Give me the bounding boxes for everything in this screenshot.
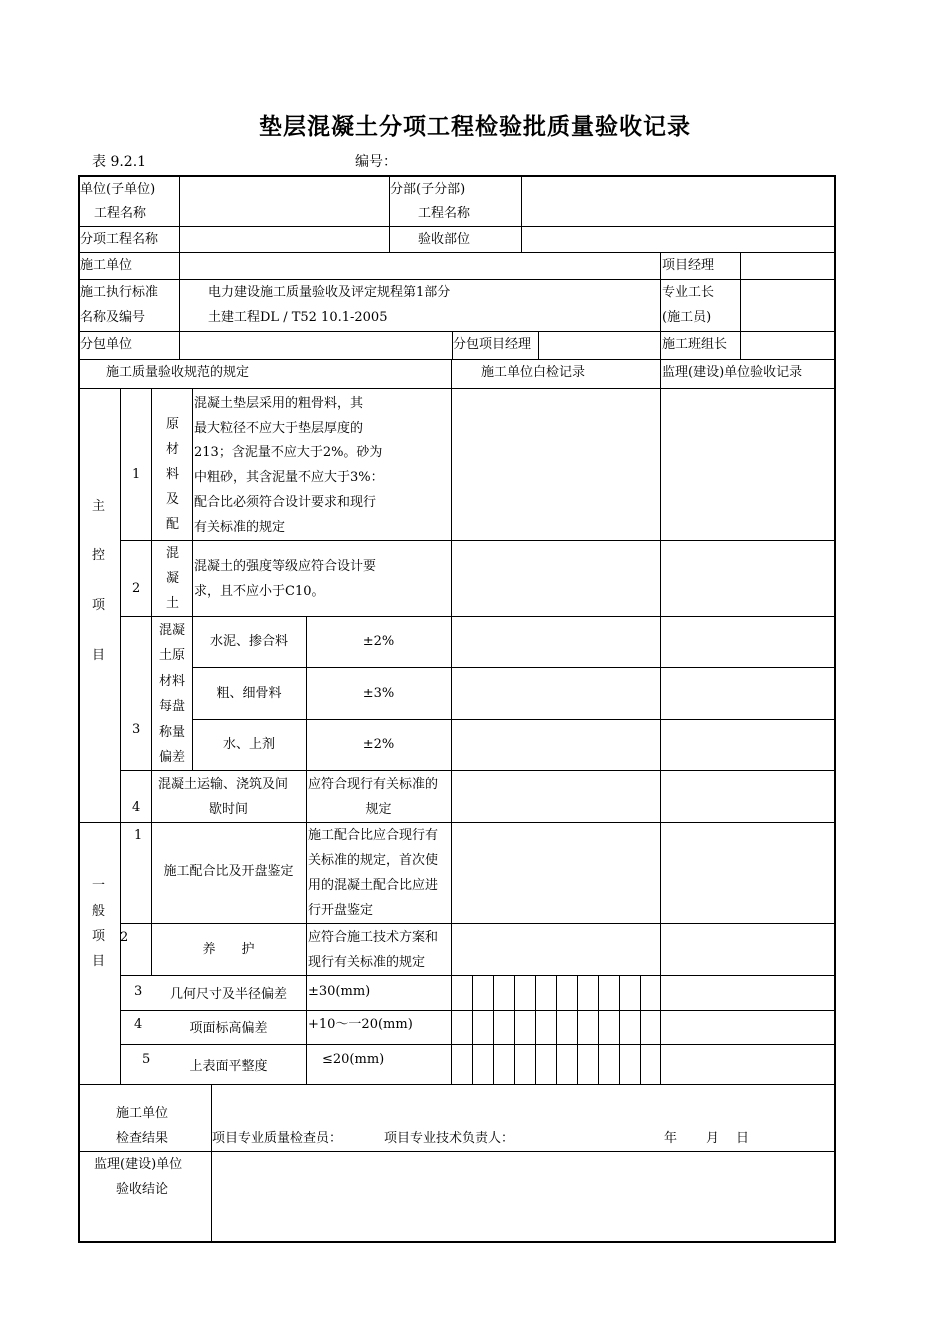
item-number: 3 — [134, 984, 143, 999]
col-line — [179, 252, 180, 331]
standard-value: 电力建设施工质量验收及评定规程第1部分 — [208, 285, 451, 300]
item-name-char: 配 — [166, 517, 180, 532]
subcontractor-label: 分包单位 — [80, 337, 133, 352]
number-label: 编号： — [355, 154, 397, 170]
group-char: 一 — [92, 878, 106, 893]
col-line — [538, 331, 539, 359]
row-line — [120, 616, 834, 617]
row-line — [120, 1010, 834, 1011]
standard-label: 名称及编号 — [80, 310, 146, 325]
row-line — [192, 719, 834, 720]
item-number: 2 — [132, 581, 141, 596]
row-line — [120, 923, 834, 924]
item-description: 混凝土的强度等级应符合设计要 — [194, 559, 377, 574]
item-requirement: 现行有关标准的规定 — [308, 955, 426, 970]
row-line — [80, 252, 834, 253]
supervision-conclusion-label: 验收结论 — [116, 1182, 169, 1197]
item-name-line: 称量 — [159, 725, 186, 740]
item-number: 1 — [132, 467, 141, 482]
item-name-char: 及 — [166, 492, 180, 507]
unit-label: 工程名称 — [94, 206, 147, 221]
row-line — [80, 1151, 834, 1152]
item-requirement: 规定 — [365, 802, 392, 817]
item-name: 养 护 — [202, 942, 255, 957]
col-line — [660, 252, 661, 331]
foreman-label: (施工员) — [662, 310, 712, 325]
inspection-record-table — [78, 175, 836, 1243]
item-name-char: 原 — [166, 417, 180, 432]
item-name-char: 混 — [166, 546, 180, 561]
tolerance-name: 水、上剂 — [222, 737, 275, 752]
col-line — [740, 252, 741, 331]
row-line — [80, 388, 834, 389]
col-line — [179, 177, 180, 226]
row-line — [120, 540, 834, 541]
col-line — [211, 1084, 212, 1243]
row-line — [120, 975, 834, 976]
item-number: 4 — [132, 800, 141, 815]
group-char: 主 — [92, 499, 106, 514]
foreman-label: 专业工长 — [662, 285, 715, 300]
col-line — [451, 359, 452, 1084]
item-requirement: 应符合现行有关标准的 — [308, 777, 439, 792]
quality-inspector-label: 项目专业质量检查员： — [212, 1131, 343, 1146]
item-description: 最大粒径不应大于垫层厚度的 — [194, 421, 364, 436]
item-name-line: 土原 — [159, 648, 186, 663]
col-line — [514, 975, 515, 1084]
item-name-line: 每盘 — [159, 699, 186, 714]
col-line — [151, 388, 152, 822]
row-line — [80, 1084, 834, 1085]
item-requirement: 关标准的规定，首次使 — [308, 853, 439, 868]
col-line — [179, 331, 180, 359]
item-name: 施工配合比及开盘鉴定 — [163, 864, 294, 879]
row-line — [120, 1044, 834, 1045]
col-line — [493, 975, 494, 1084]
spec-column-header: 施工质量验收规范的规定 — [106, 365, 250, 380]
accept-part-label: 验收部位 — [418, 232, 471, 247]
group-char: 目 — [92, 954, 106, 969]
item-requirement: ±30(mm) — [308, 984, 371, 999]
item-requirement: ≤20(mm) — [322, 1052, 385, 1067]
col-line — [521, 177, 522, 226]
group-char: 项 — [92, 929, 106, 944]
team-leader-label: 施工班组长 — [662, 337, 728, 352]
item-number: 3 — [132, 722, 141, 737]
item-name-char: 土 — [166, 596, 180, 611]
col-line — [192, 388, 193, 770]
tolerance-value: ±3% — [362, 686, 395, 701]
item-name-line: 混凝土运输、浇筑及间 — [158, 777, 289, 792]
sub-manager-label: 分包项目经理 — [453, 337, 532, 352]
item-requirement: 行开盘鉴定 — [308, 903, 374, 918]
col-line — [640, 975, 641, 1084]
col-line — [660, 359, 661, 1084]
item-requirement: 施工配合比应合现行有 — [308, 828, 439, 843]
item-project-label: 分项工程名称 — [80, 232, 159, 247]
item-name-line: 歇时间 — [208, 802, 248, 817]
col-line — [740, 331, 741, 359]
item-number: 5 — [142, 1052, 151, 1067]
item-requirement: 用的混凝土配合比应进 — [308, 878, 439, 893]
group-char: 目 — [92, 648, 106, 663]
item-name-char: 材 — [166, 442, 180, 457]
project-manager-label: 项目经理 — [662, 258, 715, 273]
item-number: 4 — [134, 1017, 143, 1032]
date-month: 月 — [706, 1131, 720, 1146]
col-line — [389, 226, 390, 252]
date-year: 年 — [664, 1131, 678, 1146]
item-description: 混凝土垫层采用的粗骨料，其 — [194, 396, 364, 411]
supervision-column-header: 监理(建设)单位验收记录 — [662, 365, 803, 380]
item-name-char: 料 — [166, 467, 180, 482]
item-name-line: 材料 — [159, 674, 186, 689]
item-name-line: 偏差 — [159, 750, 186, 765]
check-result-label: 检查结果 — [116, 1131, 169, 1146]
group-char: 控 — [92, 548, 106, 563]
item-name: 项面标高偏差 — [189, 1021, 268, 1036]
table-number: 表 9.2.1 — [92, 154, 147, 170]
supervision-conclusion-label: 监理(建设)单位 — [94, 1157, 183, 1172]
item-name-line: 混凝 — [159, 623, 186, 638]
item-requirement: +10～一20(mm) — [308, 1017, 413, 1032]
item-name: 几何尺寸及半径偏差 — [169, 987, 287, 1002]
standard-label: 施工执行标准 — [80, 285, 159, 300]
date-day: 日 — [736, 1131, 750, 1146]
item-description: 配合比必须符合设计要求和现行 — [194, 495, 377, 510]
tolerance-name: 粗、细骨料 — [216, 686, 282, 701]
item-description: 213；含泥量不应大于2%。砂为 — [194, 445, 383, 460]
col-line — [521, 226, 522, 252]
col-line — [179, 226, 180, 252]
item-description: 有关标准的规定 — [194, 520, 286, 535]
col-line — [598, 975, 599, 1084]
row-line — [80, 822, 834, 823]
row-line — [192, 667, 834, 668]
item-number: 2 — [120, 930, 129, 945]
tolerance-value: ±2% — [362, 634, 395, 649]
check-result-label: 施工单位 — [116, 1106, 169, 1121]
item-description: 中粗砂，其含泥量不应大于3%： — [194, 470, 384, 485]
col-line — [556, 975, 557, 1084]
item-description: 求，且不应小于C10。 — [194, 584, 325, 599]
col-line — [120, 388, 121, 1084]
tech-leader-label: 项目专业技术负责人： — [384, 1131, 515, 1146]
item-number: 1 — [134, 828, 143, 843]
contractor-label: 施工单位 — [80, 258, 133, 273]
col-line — [619, 975, 620, 1084]
item-name: 上表面平整度 — [189, 1059, 268, 1074]
tolerance-value: ±2% — [362, 737, 395, 752]
col-line — [472, 975, 473, 1084]
tolerance-name: 水泥、掺合料 — [209, 634, 288, 649]
item-requirement: 应符合施工技术方案和 — [308, 930, 439, 945]
group-char: 项 — [92, 598, 106, 613]
standard-value: 土建工程DL / T52 10.1-2005 — [208, 310, 388, 325]
unit-label: 单位(子单位) — [80, 182, 156, 197]
col-line — [577, 975, 578, 1084]
item-name-char: 凝 — [166, 571, 180, 586]
col-line — [535, 975, 536, 1084]
self-check-column-header: 施工单位白检记录 — [481, 365, 586, 380]
document-title: 垫层混凝土分项工程检验批质量验收记录 — [259, 114, 691, 140]
sub-project-label: 工程名称 — [418, 206, 471, 221]
row-line — [80, 279, 834, 280]
col-line — [660, 331, 661, 359]
group-char: 般 — [92, 904, 106, 919]
sub-project-label: 分部(子分部) — [390, 182, 466, 197]
row-line — [120, 770, 834, 771]
